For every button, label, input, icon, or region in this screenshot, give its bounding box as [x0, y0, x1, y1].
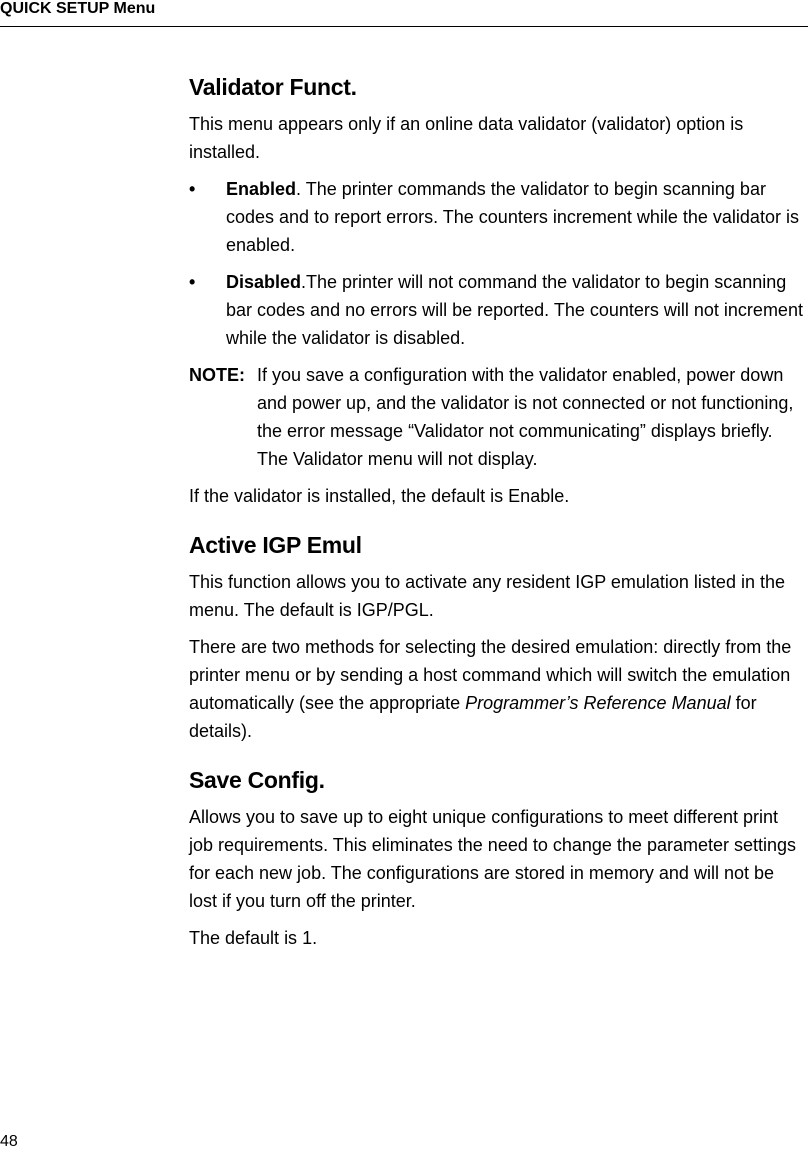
bullet-term-disabled: Disabled	[226, 272, 302, 292]
validator-heading: Validator Funct.	[189, 74, 357, 100]
manual-title: Programmer’s Reference Manual	[465, 693, 731, 713]
save-config-heading: Save Config.	[189, 767, 325, 793]
igp-para-2	[189, 633, 803, 745]
page-number: 48	[0, 1133, 18, 1150]
note-text: If you save a configuration with the validator enabled, power down and power up, and the validator is not connected or not functioning, the error message “Validator not communicating” displays briefly. The Validator menu will not display.	[257, 365, 794, 469]
bullet-enabled	[189, 175, 803, 259]
igp-para-1: This function allows you to activate any resident IGP emulation listed in the menu. The default is IGP/PGL.	[189, 572, 785, 620]
validator-default: If the validator is installed, the default is Enable.	[189, 486, 570, 506]
bullet-term-enabled: Enabled	[226, 179, 297, 199]
bullet-text-disabled: .The printer will not command the validator to begin scanning bar codes and no errors will be reported. The counters will not increment while the validator is disabled.	[226, 272, 803, 348]
bullet-marker: •	[189, 272, 196, 292]
bullet-disabled	[189, 268, 803, 352]
page-content	[189, 70, 803, 952]
running-header-title: QUICK SETUP Menu	[0, 0, 156, 17]
validator-intro: This menu appears only if an online data validator (validator) option is installed.	[189, 114, 744, 162]
bullet-marker: •	[189, 179, 196, 199]
running-header	[0, 0, 808, 27]
save-config-default: The default is 1.	[189, 928, 318, 948]
igp-para-2-end: for details).	[189, 693, 757, 741]
note-label: NOTE:	[189, 365, 245, 385]
igp-para-2-start: There are two methods for selecting the desired emulation: directly from the printer menu or by sending a host command which will switch the emulation automatically (see the appropriate	[189, 637, 792, 713]
igp-heading: Active IGP Emul	[189, 532, 362, 558]
note-block	[189, 361, 803, 473]
bullet-text-enabled: . The printer commands the validator to begin scanning bar codes and to report errors. The counters increment while the validator is enabled.	[226, 179, 799, 255]
save-config-para: Allows you to save up to eight unique configurations to meet different print job requirements. This eliminates the need to change the parameter settings for each new job. The configurations are stored in memory and will not be lost if you turn off the printer.	[189, 807, 797, 911]
